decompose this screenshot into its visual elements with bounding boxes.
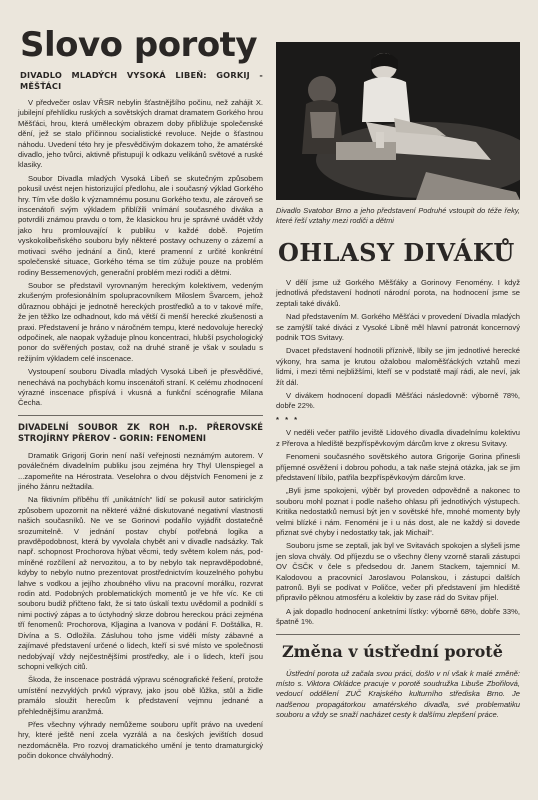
section-heading: Změna v ústřední porotě bbox=[282, 641, 503, 661]
paragraph: Dvacet představení hodnotili příznivě, líbily se jim jednotlivé herecké výkony, hra sama je krutou ožalobou maloměšťáckých vztahů mezi lidmi, i mezi těmi nejbližšími, kteří se v podstatě mají rádi, ale neví, jak žít dál. bbox=[276, 346, 520, 387]
paragraph: Škoda, že inscenace postrádá výpravu scénografické řešení, protože umístění nezvyklých prvků výpravy, jako jsou obě lůžka, stůl a židle pramálo sloužit herecům k představení vejmnu jednané a přehlednějšímu aranžmá. bbox=[18, 675, 263, 716]
section-heading: OHLASY DIVÁKŮ bbox=[278, 238, 515, 267]
photo-image bbox=[276, 42, 520, 200]
page-title: Slovo poroty bbox=[20, 25, 258, 65]
divider bbox=[18, 415, 263, 416]
paragraph: Soubor se představil vyrovnaným hereckým kolektivem, vedeným zkušeným profesionálním spolupracovníkem Miloslem Švarcem, jehož důraznou obhájci je jednotně hereckých prostředků a to v takové míře, že jen těžko lze odhadnout, kdo má větší či menší herecké zkušenosti a praxi. Představení je hráno v náročném tempu, které nedovoluje herecký odpočinek, ale naopak vyžaduje plnou koncentraci, hlubší psychologický ponor do svěřených postav, což na druhé straně je však v souladu s režijním výkladem celé inscenace. bbox=[18, 280, 263, 363]
section-separator: * * * bbox=[276, 414, 300, 424]
paragraph: Nad představením M. Gorkého Měšťáci v provedení Divadla mladých se zamýšlí také diváci z Vysoké Libně měl hlavní patronát koncernový podnik TOS Svitavy. bbox=[276, 312, 520, 343]
theatre-photo bbox=[276, 42, 520, 200]
paragraph: Přes všechny výhrady nemůžeme souboru upřít právo na uvedení hry, které ještě není zcela vyzrálá a na českých jevištích dosud nezdomácněla. Pro rozvoj dramatického umění je tento dramaturgický počin dokonce chvályhodný. bbox=[18, 719, 263, 761]
paragraph: Souboru jsme se zeptali, jak byl ve Svitavách spokojen a slyšeli jsme jen slova chvály. Od příjezdu se o všechny členy vzorně starali zástupci OV ČSČK v čele s předsedou dr. Janem Stackem, tajemnicí M. Kalodovou a pracovnicí Jaroslavou Polanskou, i zástupci dalších patronů. Byli se podívat v Poličce, večer při představení jim hlediště připravilo pěknou atmosféru a kolektiv by zase rád do Svitav přijel. bbox=[276, 541, 520, 603]
article-kicker: DIVADLO MLADÝCH VYSOKÁ LIBEŇ: GORKIJ - MĚŠŤÁCI bbox=[20, 70, 263, 91]
paragraph: Na fiktivním příběhu tří „unikátních“ lidí se pokusil autor satirickým způsobem upozornit na některé vážné diskutované negativní vlastnosti našich současníků. Ne ve se Gorinovi podařilo vyjádřit dostatečně srozumitelně. V jednání postav chybí potřebná logika a pravděpodobnost, která by vyvolala chybět ani v divadle nadsázky. Tak např. schopnost Prochorova hýbat věcmi, tedy světem kolem nás, podmíněné rozčílení až nervozitou, a to by nebylo tak nepravděpodobné, kdyby to nebylo nutno prezentovat prostřednictvím kouzelného pohybu lahve s vodkou a jejího zhoubného vlivu na pracovní morálku, rozvrat rodin atd. Podobných problematických momentů je ve hře víc. Ke cti souboru budiž přičteno fakt, že si tato úskalí textu uvědomil a podniklí s nimi poctivý zápas a to úctyhodný skrze dobrou hereckou práci zejména tří fenomenů: Prochorova, Kljagina a Ivanova v podání F. Doštálka, R. Divína a S. Odložila. Zásluhou toho jsme viděli místy zábavné a zajímavé představení určené o lidech, kteří si své místo ve společnosti nedobývají vždy nejčestnějšími prostředky, ale i o lidech, kteří jsou schopni velkých citů. bbox=[18, 495, 263, 671]
section-subheading: DIVADELNÍ SOUBOR ZK ROH n.p. PŘEROVSKÉ STROJÍRNY PŘEROV - GORIN: FENOMENI bbox=[18, 421, 263, 444]
left-column bbox=[18, 26, 263, 765]
paragraph: Fenomeni současného sovětského autora Grigorije Gorina přinesli příjemné osvěžení i dobrou pohodu, a tak naše stejná otázka, jak se jim představení líbilo, patřila bezpříspěvkovým dárcům krve. bbox=[276, 452, 520, 482]
paragraph: V neděli večer patřilo jeviště Lidového divadla divadelnímu kolektivu z Přerova a hledíště bezpříspěvkovým dárcům krve z okresu Svitavy. bbox=[276, 428, 520, 448]
paragraph: Soubor Divadla mladých Vysoká Libeň se skutečným způsobem pokusil uvést nejen historizující předlohu, ale i současný výklad Gorkého hry. Tím vše došlo k významnému posunu Gorkého textu, ale zároveň se inscenátoři svým výkladem přiblížili vnímání současného diváka a potvrdili známou pravdu o tom, že klasickou hru je správné uvádět vždy jako hru promlouvající k publiku v každé době. Pojetím vyskokolibeňského souboru byly některé postavy ochuzeny o zázemí a motivaci svého jednání a činů, které pramenní z určité konkrétní společenské situace, Gorkého téma se tím zúžuje pouze na problém rodiny Bessemenových, generační problém mezi rodiči a dětmi. bbox=[18, 173, 263, 277]
paragraph: Ústřední porota už začala svou práci, došlo v ní však k malé změně: místo s. Viktora Okládce pracuje v porotě soudružka Libuše Zbořilová, vedoucí oddělení ZUČ Krajského kulturního střediska Brno. Je nadšenou propagátorkou amatérského divadla, své problematiku souboru a vždy se snaží nacházet cesty k dalšímu zlepšení práce. bbox=[276, 668, 520, 720]
right-column bbox=[276, 42, 520, 724]
paragraph: V divákem hodnocení dopadli Měšťáci následovně: výborně 78%, dobře 22%. bbox=[276, 391, 520, 411]
paragraph: V předvečer oslav VŘSR nebylin šťastnějšího počinu, než zahájit X. jubilejní přehlídku ruských a sovětských dramat dramatem Gorkého hrou Měšťáci, hrou, která uměleckým obrazem doby přibližuje společenské dění, jež se stalo příčinnou socialistické revoluce. Nejde o šťastnou náhodu. Uvedení této hry je přesvědčivým dokazem toho, že amatérské divadlo, jeho tvůrci, aktivně přistupují k odkazu velikánů světové a ruské klasiky. bbox=[18, 98, 263, 170]
paragraph: Dramatik Grigorij Gorin není naší veřejnosti neznámým autorem. V poválečném divadelním publiku jsou zejména hry Thyl Ulenspiegel a ...zapomeňte na Hérostrata. Veselohra o dvou dějstvích Fenomeni je z jiného žánru nežtadila. bbox=[18, 450, 263, 491]
paragraph: V dělí jsme už Gorkého Měšťáky a Gorinovy Fenomény. I když jednotlivá představení hodnotí národní porota, na hodnocení jsme se zeptali také diváků. bbox=[276, 278, 520, 308]
paragraph: „Byli jsme spokojeni, výběr byl proveden odpovědně a nakonec to souboru mohl poznat i podle našeho ohlasu při jednotlivých výstupech. Kritika nedostatků nemusí být jen v sovětské hře, mnohé momenty byly velmi blízké i nám. Fenoméni je i u nás dost, ale ne každý si dovede přiznat své chyby i nedostatky tak, jak Michail“. bbox=[276, 486, 520, 537]
paragraph: Vystoupení souboru Divadla mladých Vysoká Libeň je přesvědčivé, nenechává na pochybách komu inscenátoři straní. K celému zhodnocení výrazné inscenace přispívá i vkusná a funkční scénografie Milana Čecha. bbox=[18, 367, 263, 408]
divider bbox=[276, 634, 520, 635]
photo-caption: Divadlo Svatobor Brno a jeho představení Podruhé vstoupit do téže řeky, které řeší vztahy mezi rodiči a dětmi bbox=[276, 206, 520, 225]
italic-block bbox=[276, 669, 520, 721]
paragraph: A jak dopadlo hodnocení anketními lístky: výborně 68%, dobře 33%, špatně 1%. bbox=[276, 606, 520, 627]
